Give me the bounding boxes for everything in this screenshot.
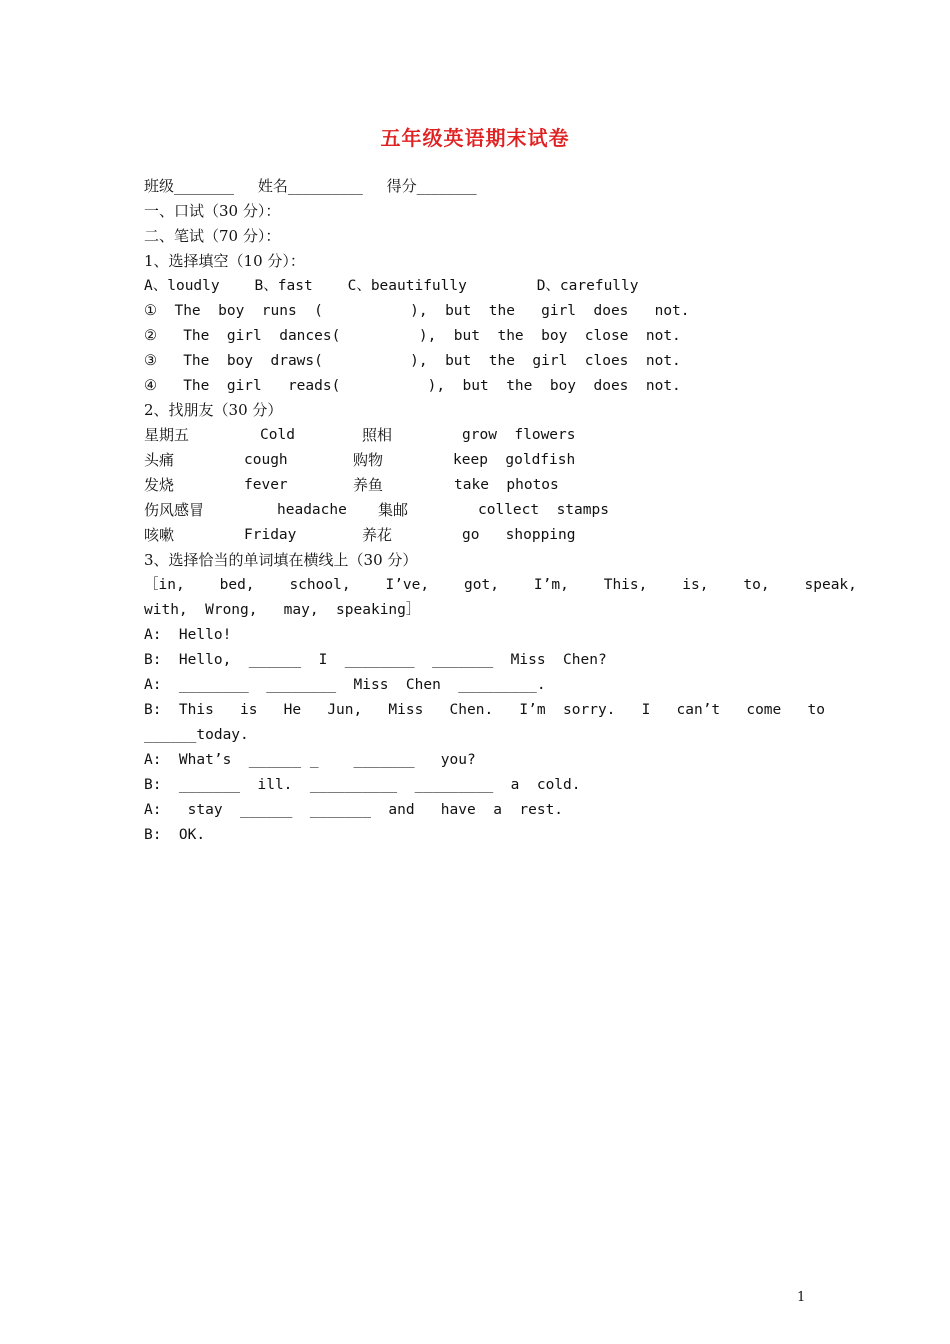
q2-english-right: go shopping <box>462 527 576 543</box>
section-written: 二、笔试（70 分）： <box>144 227 281 245</box>
q2-chinese-right: 养花 <box>362 526 393 544</box>
q2-chinese-left: 头痛 <box>144 451 175 469</box>
q2-english-left: Friday <box>244 527 297 543</box>
dialogue-line: A: ________ ________ Miss Chen _________. <box>144 677 546 693</box>
dialogue-line: B: Hello, ______ I ________ _______ Miss Chen? <box>144 652 607 668</box>
q2-english-right: take photos <box>454 477 559 493</box>
q2-row <box>144 474 844 496</box>
q2-chinese-right: 养鱼 <box>353 476 384 494</box>
q3-heading: 3、选择恰当的单词填在横线上（30 分） <box>144 551 418 569</box>
page-number: 1 <box>797 1290 806 1305</box>
q1-item: ③ The boy draws( ), but the girl cloes not. <box>144 353 681 369</box>
exam-title: 五年级英语期末试卷 <box>380 126 570 150</box>
dialogue-line: ______today. <box>144 727 249 743</box>
dialogue-line: A: What’s ______ _ _______ you? <box>144 752 476 768</box>
q2-chinese-left: 发烧 <box>144 476 175 494</box>
q2-row <box>144 449 844 471</box>
student-info-line: 班级________ 姓名__________ 得分________ <box>144 177 477 195</box>
q2-english-left: fever <box>244 477 288 493</box>
q2-english-right: grow flowers <box>462 427 576 443</box>
q3-word-bank: with, Wrong, may, speaking］ <box>144 602 421 618</box>
q2-heading: 2、找朋友（30 分） <box>144 401 283 419</box>
dialogue-line: B: This is He Jun, Miss Chen. I’m sorry. I can’t come to <box>144 702 825 718</box>
q2-chinese-right: 照相 <box>362 426 393 444</box>
q2-chinese-left: 伤风感冒 <box>144 501 205 519</box>
q2-english-left: cough <box>244 452 288 468</box>
q2-row <box>144 524 844 546</box>
q2-english-left: headache <box>277 502 347 518</box>
dialogue-line: A: stay ______ _______ and have a rest. <box>144 802 564 818</box>
q1-item: ④ The girl reads( ), but the boy does not. <box>144 378 681 394</box>
q1-item: ① The boy runs ( ), but the girl does not. <box>144 303 690 319</box>
q3-word-bank: ［in, bed, school, I’ve, got, I’m, This, is, to, speak, <box>144 577 857 593</box>
q1-heading: 1、选择填空（10 分）： <box>144 252 305 270</box>
q2-row <box>144 499 844 521</box>
q2-chinese-left: 星期五 <box>144 426 190 444</box>
q2-chinese-left: 咳嗽 <box>144 526 175 544</box>
dialogue-line: B: OK. <box>144 827 206 843</box>
q2-english-right: collect stamps <box>478 502 609 518</box>
q2-row <box>144 424 844 446</box>
q1-options: A、loudly B、fast C、beautifully D、carefully <box>144 278 639 294</box>
q2-english-left: Cold <box>260 427 295 443</box>
q1-item: ② The girl dances( ), but the boy close not. <box>144 328 681 344</box>
dialogue-line: B: _______ ill. __________ _________ a cold. <box>144 777 581 793</box>
q2-chinese-right: 集邮 <box>378 501 409 519</box>
section-oral: 一、口试（30 分）： <box>144 202 281 220</box>
dialogue-line: A: Hello! <box>144 627 232 643</box>
q2-english-right: keep goldfish <box>453 452 576 468</box>
q2-chinese-right: 购物 <box>353 451 384 469</box>
